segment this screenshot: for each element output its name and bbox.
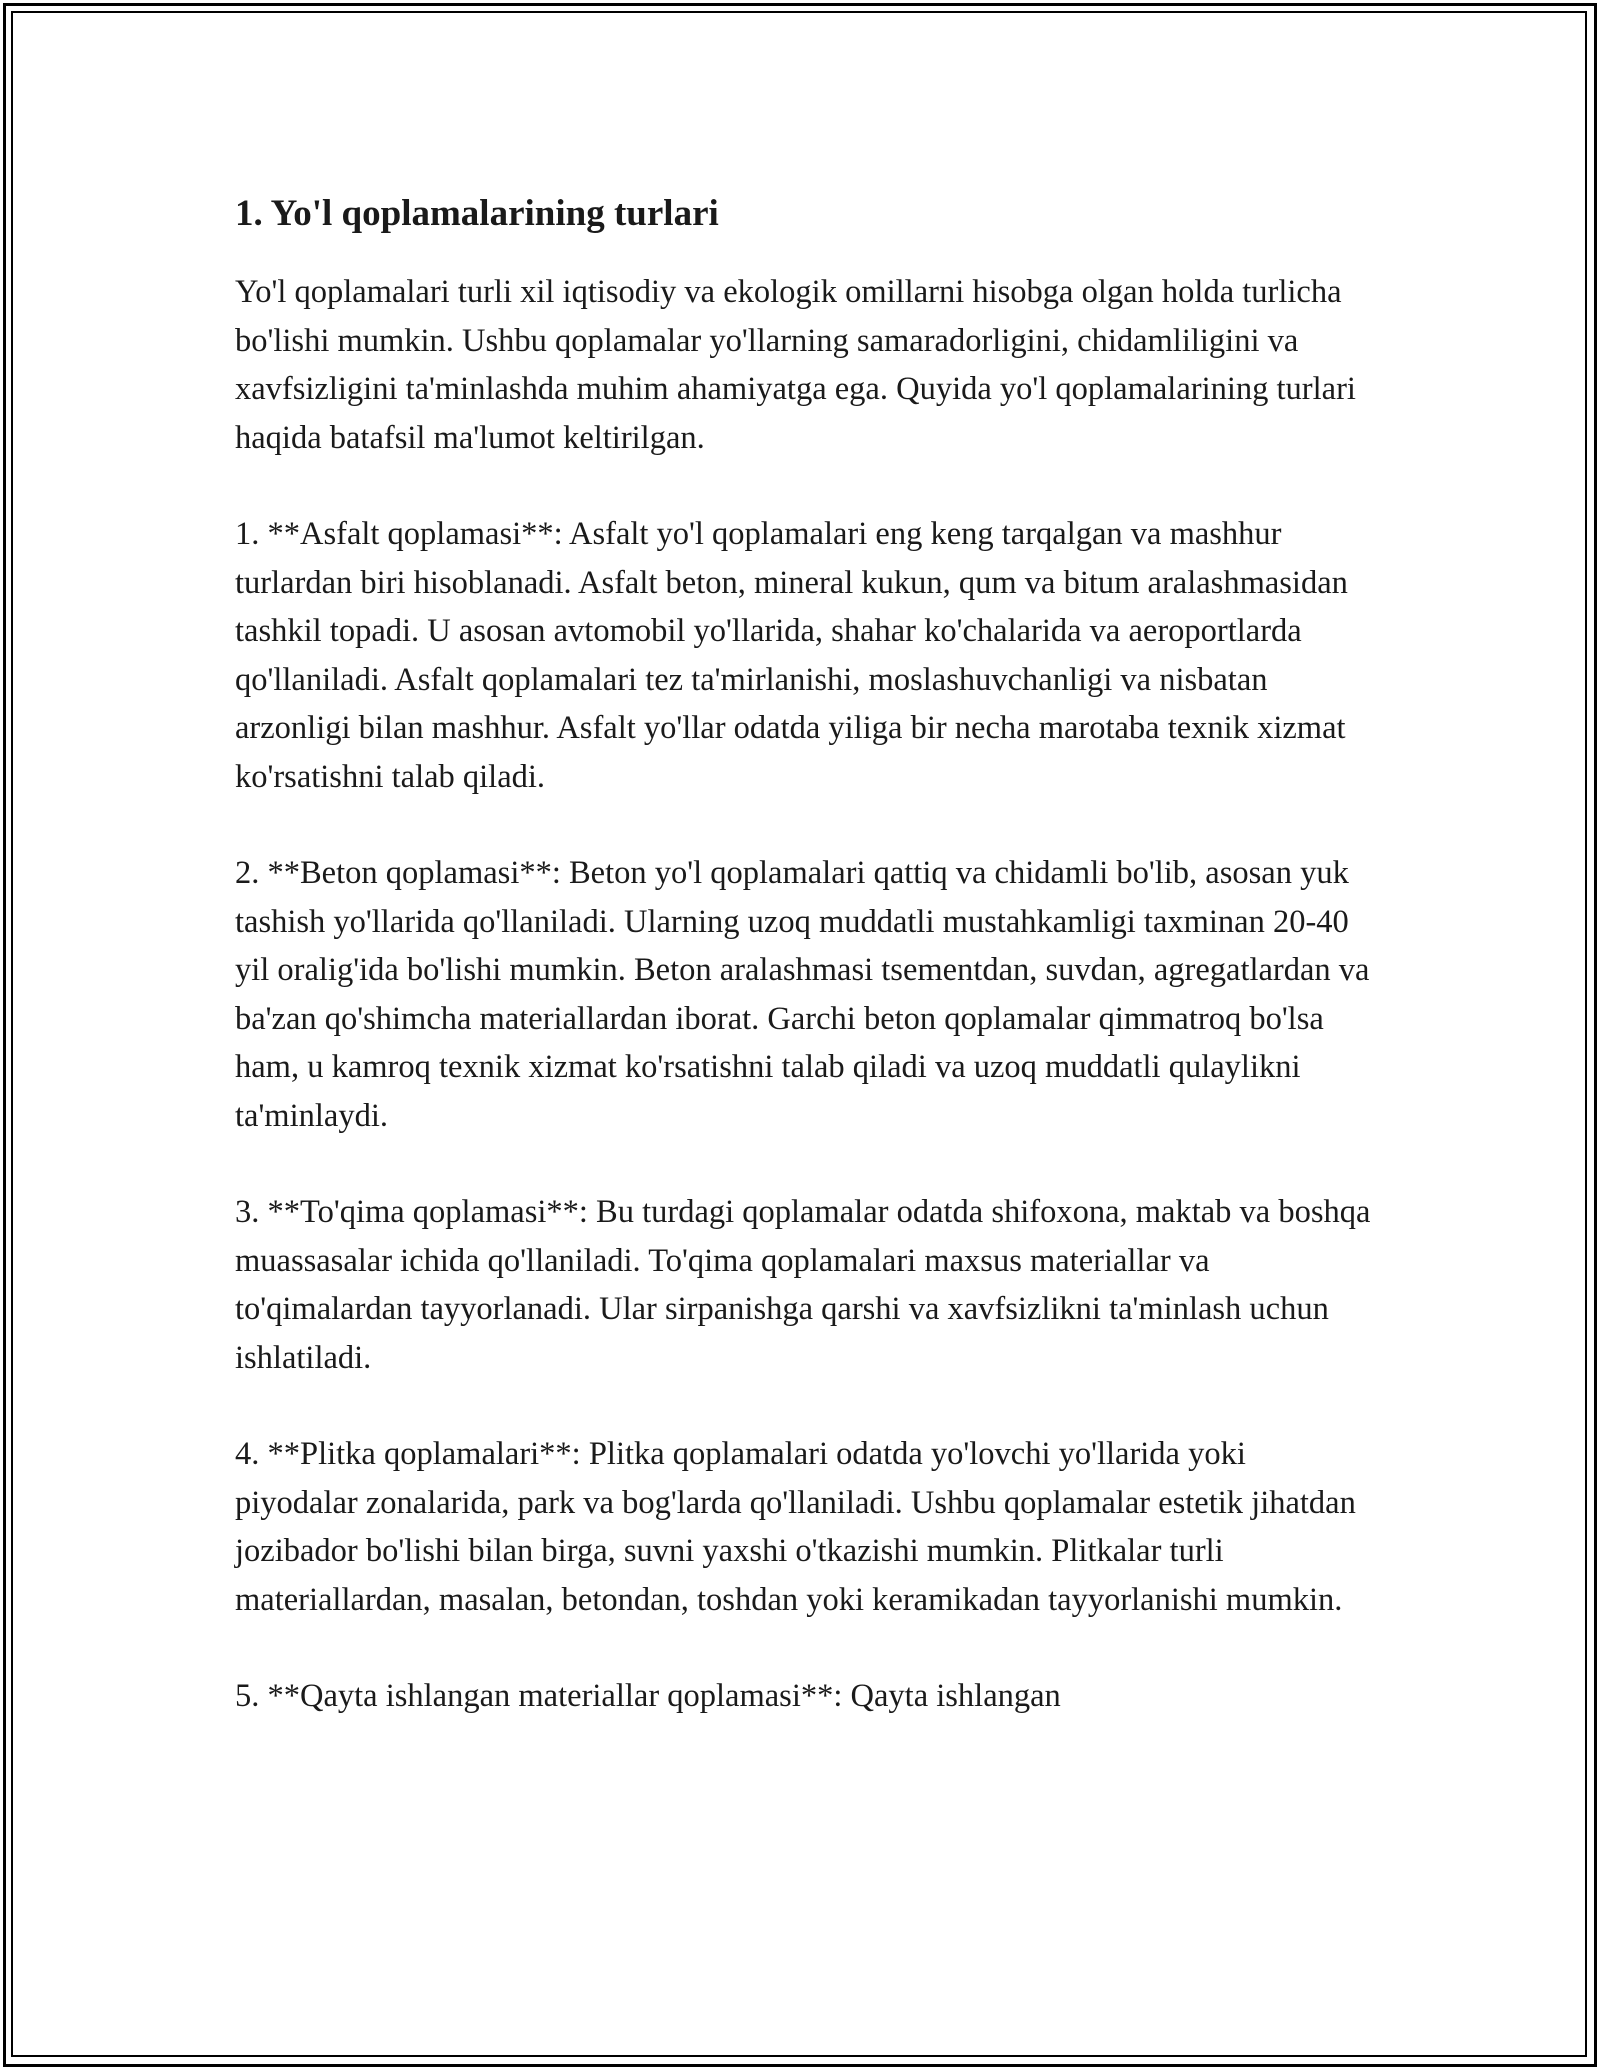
paragraph-toqima: 3. **To'qima qoplamasi**: Bu turdagi qoplamalar odatda shifoxona, maktab va boshqa muassasalar ichida qo'llaniladi. To'qima qoplamalari maxsus materiallar va to'qimalardan tayyorlanadi. Ular sirpanishga qarshi va xavfsizlikni ta'minlash uchun ishlatiladi. xyxy=(235,1194,1371,1376)
paragraph-beton: 2. **Beton qoplamasi**: Beton yo'l qoplamalari qattiq va chidamli bo'lib, asosan yuk tashish yo'llarida qo'llaniladi. Ularning uzoq muddatli mustahkamligi taxminan 20-40 yil oralig'ida bo'lishi mumkin. Beton aralashmasi tsementdan, suvdan, agregatlardan va ba'zan qo'shimcha materiallardan iborat. Garchi beton qoplamalar qimmatroq bo'lsa ham, u kamroq texnik xizmat ko'rsatishni talab qiladi va uzoq muddatli qulaylikni ta'minlaydi. xyxy=(235,855,1370,1134)
paragraph-plitka: 4. **Plitka qoplamalari**: Plitka qoplamalari odatda yo'lovchi yo'llarida yoki piyodalar zonalarida, park va bog'larda qo'llaniladi. Ushbu qoplamalar estetik jihatdan jozibador bo'lishi bilan birga, suvni yaxshi o'tkazishi mumkin. Plitkalar turli materiallardan, masalan, betondan, toshdan yoki keramikadan tayyorlanishi mumkin. xyxy=(235,1436,1356,1618)
paragraph-asfalt: 1. **Asfalt qoplamasi**: Asfalt yo'l qoplamalari eng keng tarqalgan va mashhur turlardan biri hisoblanadi. Asfalt beton, mineral kukun, qum va bitum aralashmasidan tashkil topadi. U asosan avtomobil yo'llarida, shahar ko'chalarida va aeroportlarda qo'llaniladi. Asfalt qoplamalari tez ta'mirlanishi, moslashuvchanligi va nisbatan arzonligi bilan mashhur. Asfalt yo'llar odatda yiliga bir necha marotaba texnik xizmat ko'rsatishni talab qiladi. xyxy=(235,516,1348,795)
section-heading: 1. Yo'l qoplamalarining turlari xyxy=(235,193,719,234)
intro-paragraph: Yo'l qoplamalari turli xil iqtisodiy va ekologik omillarni hisobga olgan holda turlicha bo'lishi mumkin. Ushbu qoplamalar yo'llarning samaradorligini, chidamliligini va xavfsizligini ta'minlashda muhim ahamiyatga ega. Quyida yo'l qoplamalarining turlari haqida batafsil ma'lumot keltirilgan. xyxy=(235,274,1356,456)
paragraph-qayta-ishlangan: 5. **Qayta ishlangan materiallar qoplamasi**: Qayta ishlangan xyxy=(235,1678,1061,1714)
document-page xyxy=(235,186,1375,1769)
